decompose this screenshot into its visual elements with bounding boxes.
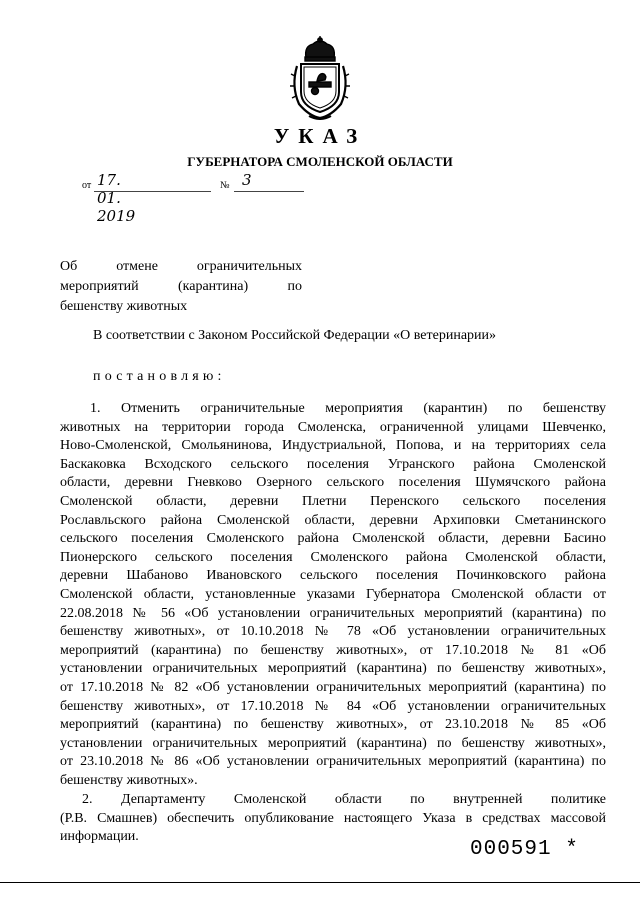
paragraph-line: Рославльского района Смоленской области, деревни Архиповки Сметанинского xyxy=(60,512,606,528)
paragraph-line: деревни Шабаново Ивановского сельского поселения Починковского района xyxy=(60,568,606,584)
number-label: № xyxy=(220,180,230,191)
paragraph-line: области, деревни Гневково Озерного сельского поселения Шумячского района xyxy=(60,475,606,491)
number-underline xyxy=(234,191,304,192)
paragraph-line: бешенству животных», от 10.10.2018 № 78 «Об установлении ограничительных xyxy=(60,624,606,640)
paragraph-line: от 23.10.2018 № 86 «Об установлении ограничительных мероприятий (карантина) по xyxy=(60,754,606,770)
coat-of-arms-emblem xyxy=(289,36,351,120)
handwritten-number: 3 xyxy=(242,171,252,189)
paragraph-line: животных на территории города Смоленска, ограниченной улицами Шевченко, xyxy=(60,419,606,435)
paragraph-line: 2. Департаменту Смоленской области по внутренней политике xyxy=(82,792,606,807)
paragraph-line: мероприятий (карантина) по бешенству животных», от 23.10.2018 № 85 «Об xyxy=(60,717,606,733)
paragraph-line: 1. Отменить ограничительные мероприятия (карантин) по бешенству xyxy=(90,401,606,416)
paragraph-line: сельского поселения Смоленского района Смоленской области, деревни Басино xyxy=(60,531,606,547)
paragraph-1 xyxy=(60,400,606,790)
subject-line: бешенству животных xyxy=(60,299,188,314)
legal-basis: В соответствии с Законом Российской Федерации «О ветеринарии» xyxy=(93,328,497,343)
paragraph-line: бешенству животных». xyxy=(60,772,198,788)
decree-word: постановляю: xyxy=(93,369,226,384)
paragraph-line: от 17.10.2018 № 82 «Об установлении ограничительных мероприятий (карантина) по xyxy=(60,679,606,695)
issuer-subtitle: ГУБЕРНАТОРА СМОЛЕНСКОЙ ОБЛАСТИ xyxy=(187,154,453,169)
document-serial-number: 000591 * xyxy=(470,838,579,861)
subject-line: Об отмене ограничительных xyxy=(60,259,302,274)
paragraph-line: (Р.В. Смашнев) обеспечить опубликование настоящего Указа в средствах массовой xyxy=(60,810,606,826)
paragraph-line: информации. xyxy=(60,829,139,845)
paragraph-line: мероприятий (карантина) по бешенству животных», от 17.10.2018 № 81 «Об xyxy=(60,642,606,658)
from-label: от xyxy=(82,180,92,191)
paragraph-line: Смоленской области, деревни Плетни Перенского сельского поселения xyxy=(60,493,606,509)
paragraph-line: Ново-Смоленской, Смольянинова, Индустриальной, Попова, и на территориях села xyxy=(60,438,606,454)
subject-line: мероприятий (карантина) по xyxy=(60,279,302,294)
decree-subject xyxy=(60,257,302,317)
paragraph-line: Баскаковка Всходского сельского поселения Угранского района Смоленской xyxy=(60,456,606,472)
paragraph-line: бешенству животных», от 17.10.2018 № 84 «Об установлении ограничительных xyxy=(60,698,606,714)
document-title: УКАЗ xyxy=(273,124,367,148)
paragraph-line: установлении ограничительных мероприятий (карантина) по бешенству животных», xyxy=(60,735,606,751)
paragraph-line: Пионерского сельского поселения Смоленского района Смоленской области, xyxy=(60,549,606,565)
bottom-divider xyxy=(0,882,640,883)
paragraph-line: Смоленской области, установленные указами Губернатора Смоленской области от xyxy=(60,586,606,602)
paragraph-line: установлении ограничительных мероприятий (карантина) по бешенству животных», xyxy=(60,661,606,677)
paragraph-line: 22.08.2018 № 56 «Об установлении ограничительных мероприятий (карантина) по xyxy=(60,605,606,621)
handwritten-date: 17. 01. 2019 xyxy=(97,171,136,225)
